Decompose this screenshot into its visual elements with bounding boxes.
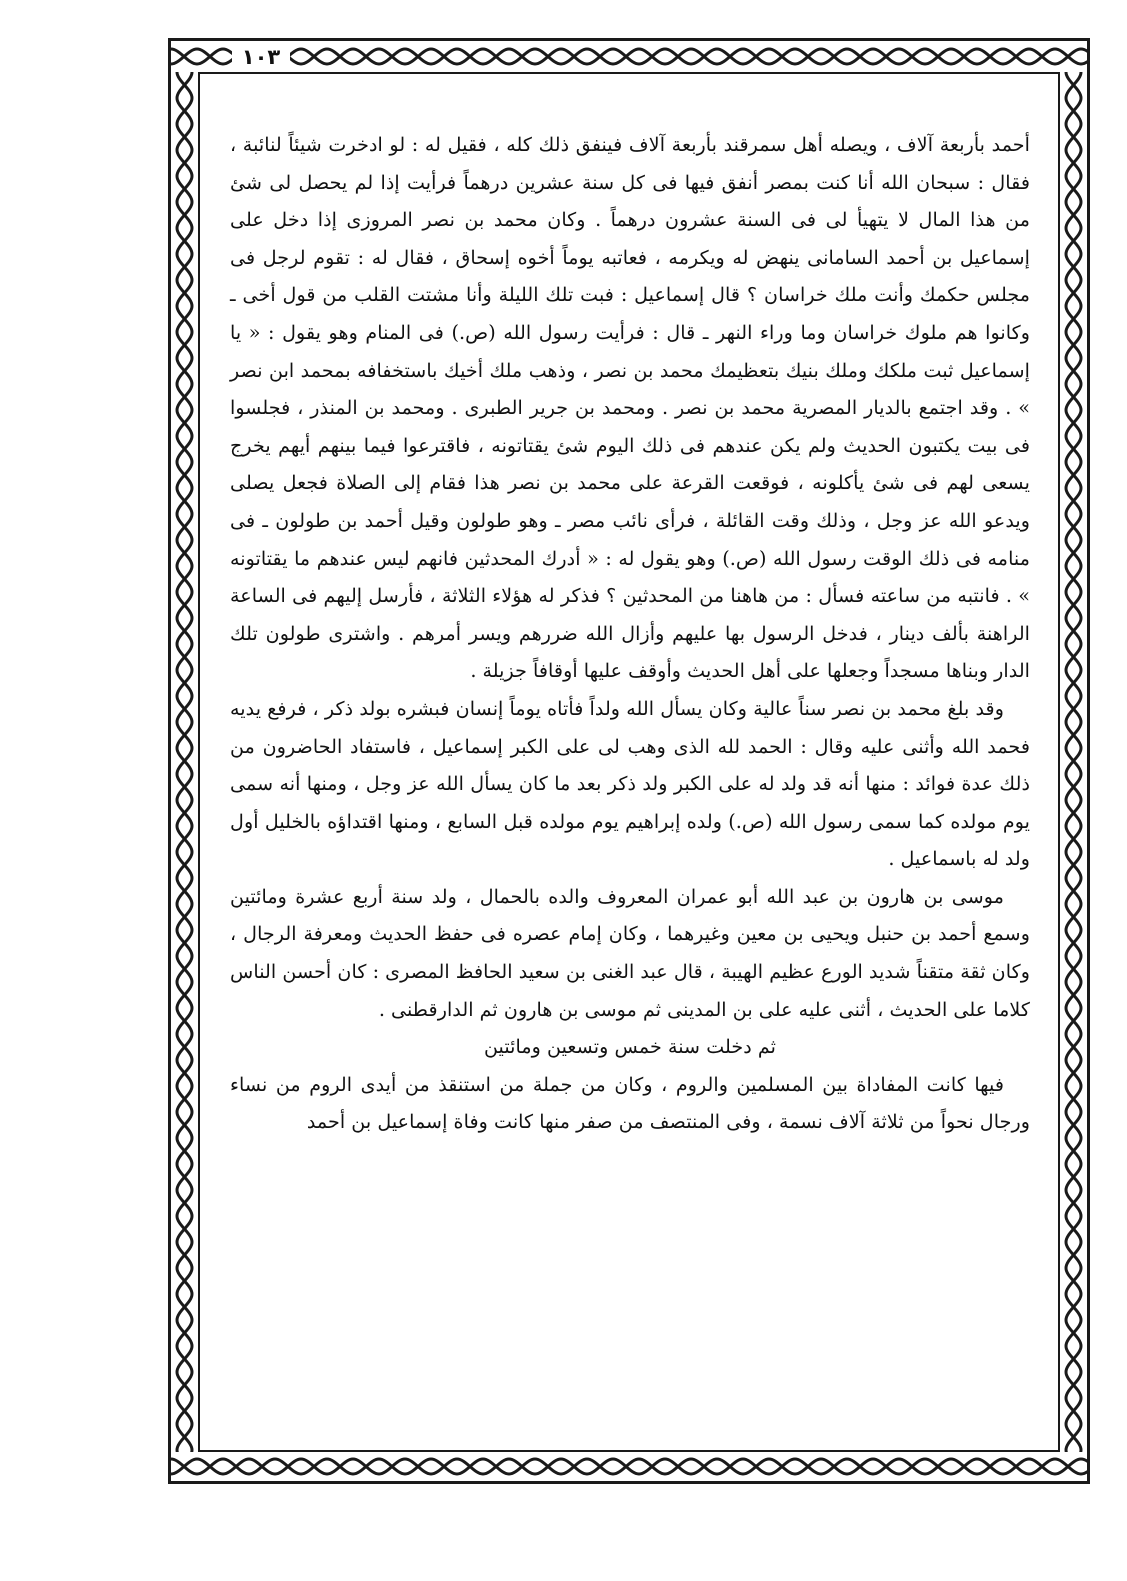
border-ornament-left xyxy=(171,72,198,1452)
paragraph-3: موسى بن هارون بن عبد الله أبو عمران المعروف والده بالحمال ، ولد سنة أربع عشرة ومائتين وسمع أحمد بن حنبل ويحيى بن معين وغيرهما ، وكان إمام عصره فى حفظ الحديث ومعرفة الرجال ، وكان ثقة متقناً شديد الورع عظيم الهيبة ، قال عبد الغنى بن سعيد الحافظ المصرى : كان أحسن الناس كلاما على الحديث ، أثنى عليه على بن المدينى ثم موسى بن هارون ثم الدارقطنى . xyxy=(230,884,1030,1021)
paragraph-final: فيها كانت المفاداة بين المسلمين والروم ، وكان من جملة من استنقذ من أيدى الروم من نساء ورجال نحواً من ثلاثة آلاف نسمة ، وفى المنتصف من صفر منها كانت وفاة إسماعيل بن أحمد xyxy=(230,1072,1030,1134)
border-ornament-right xyxy=(1060,72,1087,1452)
page-body xyxy=(230,126,1030,1446)
border-ornament-bottom xyxy=(171,1452,1087,1481)
page-number: ١٠٣ xyxy=(232,44,290,70)
paragraph-2: وقد بلغ محمد بن نصر سناً عالية وكان يسأل الله ولداً فأتاه يوماً إنسان فبشره بولد ذكر ، فرفع يديه فحمد الله وأثنى عليه وقال : الحمد لله الذى وهب لى على الكبر إسماعيل ، فاستفاد الحاضرون من ذلك عدة فوائد : منها أنه قد ولد له على الكبر ولد ذكر بعد ما كان يسأل الله عز وجل ، ومنها أنه سمى يوم مولده كما سمى رسول الله (ص.) ولده إبراهيم يوم مولده قبل السابع ، ومنها اقتداؤه بالخليل أول ولد له باسماعيل . xyxy=(230,696,1030,871)
border-ornament-top xyxy=(171,41,1087,72)
section-heading: ثم دخلت سنة خمس وتسعين ومائتين xyxy=(483,1035,777,1059)
paragraph-1: أحمد بأربعة آلاف ، ويصله أهل سمرقند بأربعة آلاف فينفق ذلك كله ، فقيل له : لو ادخرت شيئاً لنائبة ، فقال : سبحان الله أنا كنت بمصر أنفق فيها فى كل سنة عشرين درهماً فرأيت إذا لم يحصل لى شئ من هذا المال لا يتهيأ لى فى السنة عشرون درهماً . وكان محمد بن نصر المروزى إذا دخل على إسماعيل بن أحمد السامانى ينهض له ويكرمه ، فعاتبه يوماً أخوه إسحاق ، فقال له : تقوم لرجل فى مجلس حكمك وأنت ملك خراسان ؟ قال إسماعيل : فبت تلك الليلة وأنا مشتت القلب من قول أخى ـ وكانوا هم ملوك خراسان وما وراء النهر ـ قال : فرأيت رسول الله (ص.) فى المنام وهو يقول : « يا إسماعيل ثبت ملكك وملك بنيك بتعظيمك محمد بن نصر ، وذهب ملك أخيك باستخفافه بمحمد ابن نصر » . وقد اجتمع بالديار المصرية محمد بن نصر . ومحمد بن جرير الطبرى . ومحمد بن المنذر ، فجلسوا فى بيت يكتبون الحديث ولم يكن عندهم فى ذلك اليوم شئ يقتاتونه ، فاقترعوا فيما بينهم أيهم يخرج يسعى لهم فى شئ يأكلونه ، فوقعت القرعة على محمد بن نصر هذا فقام إلى الصلاة فجعل يصلى ويدعو الله عز وجل ، وذلك وقت القائلة ، فرأى نائب مصر ـ وهو طولون وقيل أحمد بن طولون ـ فى منامه فى ذلك الوقت رسول الله (ص.) وهو يقول له : « أدرك المحدثين فانهم ليس عندهم ما يقتاتونه » . فانتبه من ساعته فسأل : من هاهنا من المحدثين ؟ فذكر له هؤلاء الثلاثة ، فأرسل إليهم فى الساعة الراهنة بألف دينار ، فدخل الرسول بها عليهم وأزال الله ضررهم ويسر أمرهم . واشترى طولون تلك الدار وبناها مسجداً وجعلها على أهل الحديث وأوقف عليها أوقافاً جزيلة . xyxy=(230,133,1031,683)
